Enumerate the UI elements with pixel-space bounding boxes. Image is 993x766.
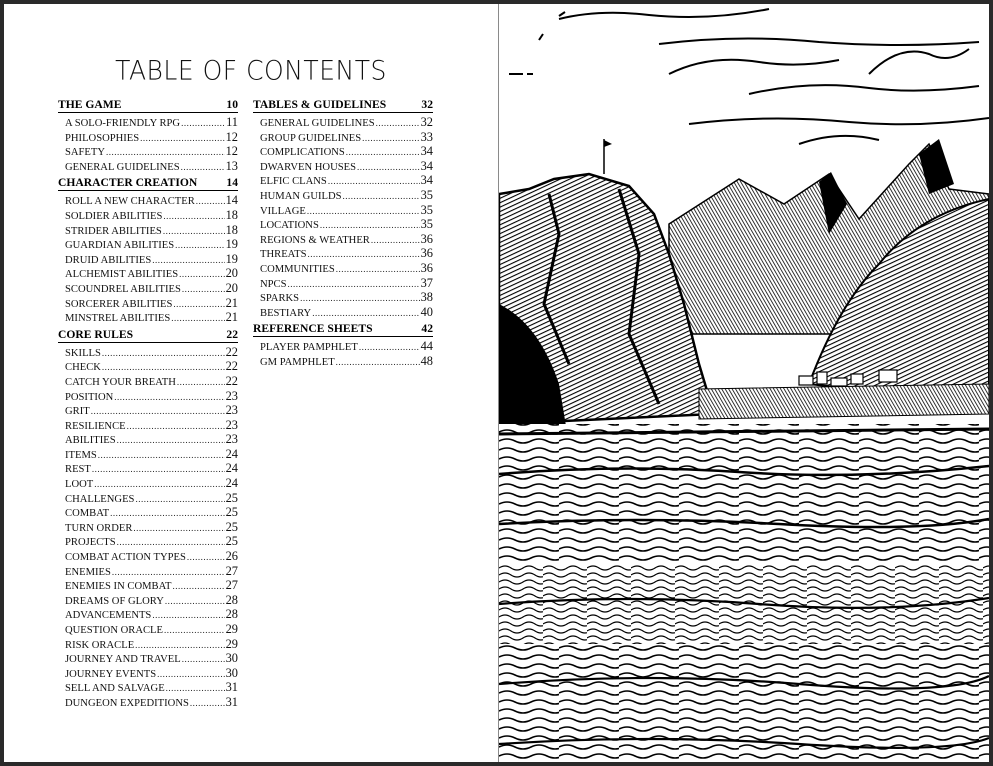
toc-entry[interactable] [253, 290, 433, 305]
toc-entry[interactable] [58, 345, 238, 360]
toc-entry-label: HUMAN GUILDS [260, 190, 342, 202]
toc-entry-page-number: 28 [225, 607, 238, 622]
toc-entry[interactable] [58, 252, 238, 267]
dot-leader [300, 291, 420, 306]
section-title: CHARACTER CREATION [58, 176, 198, 190]
dot-leader [179, 267, 225, 282]
dot-leader [182, 282, 225, 297]
toc-entry-label: COMBAT ACTION TYPES [65, 552, 186, 564]
toc-entry-page-number: 25 [225, 505, 238, 520]
toc-entry[interactable] [58, 549, 238, 564]
section-page-number: 32 [421, 98, 433, 111]
toc-entry[interactable] [58, 622, 238, 637]
toc-entry[interactable] [253, 246, 433, 261]
toc-entry[interactable] [58, 607, 238, 622]
section-title: TABLES & GUIDELINES [253, 98, 387, 111]
dot-leader [173, 297, 224, 312]
toc-entry[interactable] [58, 666, 238, 681]
toc-entry[interactable] [58, 476, 238, 491]
toc-entry[interactable] [58, 520, 238, 535]
toc-entry-label: LOOT [65, 479, 94, 491]
toc-entry-page-number: 48 [420, 353, 433, 368]
toc-entry-label: CHECK [65, 362, 101, 374]
toc-entry[interactable] [58, 651, 238, 666]
toc-entry-page-number: 40 [420, 304, 433, 319]
toc-entry-page-number: 22 [225, 359, 238, 374]
toc-entry-label: ALCHEMIST ABILITIES [65, 269, 179, 281]
toc-entry-label: SOLDIER ABILITIES [65, 210, 163, 222]
toc-section-heading[interactable] [58, 176, 238, 191]
dot-leader [91, 404, 225, 419]
toc-entry[interactable] [58, 359, 238, 374]
landscape-illustration [499, 4, 989, 762]
toc-entry-page-number: 31 [225, 694, 238, 709]
toc-entry[interactable] [253, 188, 433, 203]
toc-entry[interactable] [58, 223, 238, 238]
toc-entry-label: SCOUNDREL ABILITIES [65, 283, 181, 295]
toc-entry-label: POSITION [65, 391, 114, 403]
toc-entry-page-number: 27 [225, 578, 238, 593]
toc-entry-page-number: 36 [420, 260, 433, 275]
toc-entry[interactable] [253, 305, 433, 320]
toc-entry-page-number: 32 [420, 115, 433, 129]
toc-entry-page-number: 38 [420, 290, 433, 305]
toc-entry-label: THREATS [260, 249, 307, 261]
dot-leader [336, 355, 420, 370]
toc-entry-label: ADVANCEMENTS [65, 610, 152, 622]
toc-entry-page-number: 21 [225, 310, 238, 325]
toc-entry[interactable] [58, 281, 238, 296]
toc-column-left [58, 98, 238, 710]
toc-entry-page-number: 23 [225, 417, 238, 432]
dot-leader [98, 448, 225, 463]
toc-entry[interactable] [58, 310, 238, 325]
section-page-number: 22 [226, 327, 238, 341]
dot-leader [371, 233, 420, 248]
toc-entry-page-number: 22 [225, 373, 238, 388]
dot-leader [308, 247, 420, 262]
dot-leader [152, 253, 224, 268]
toc-entry-page-number: 26 [225, 549, 238, 564]
toc-entry-label: JOURNEY AND TRAVEL [65, 654, 181, 666]
toc-entry[interactable] [253, 144, 433, 159]
toc-section-heading[interactable] [58, 98, 238, 113]
toc-entry[interactable] [253, 159, 433, 174]
toc-entry[interactable] [58, 564, 238, 579]
toc-entry-page-number: 37 [420, 275, 433, 290]
illustration-page [499, 4, 989, 762]
toc-entry[interactable] [58, 374, 238, 389]
toc-entry-page-number: 18 [225, 222, 238, 237]
dot-leader [106, 145, 225, 160]
toc-entry-label: RESILIENCE [65, 420, 126, 432]
toc-entry[interactable] [253, 115, 433, 130]
dot-leader [114, 390, 224, 405]
toc-entry-page-number: 24 [225, 446, 238, 461]
toc-entry-page-number: 18 [225, 207, 238, 222]
toc-entry-page-number: 44 [420, 339, 433, 354]
dot-leader [359, 340, 420, 355]
dot-leader [163, 224, 225, 239]
toc-entry-page-number: 12 [225, 144, 238, 159]
toc-entry-page-number: 29 [225, 636, 238, 651]
dot-leader [94, 477, 224, 492]
toc-entry-page-number: 13 [225, 158, 238, 173]
toc-entry-label: JOURNEY EVENTS [65, 668, 157, 680]
toc-entry-page-number: 28 [225, 592, 238, 607]
toc-entry[interactable] [58, 447, 238, 462]
dot-leader [117, 433, 225, 448]
dot-leader [164, 623, 225, 638]
toc-entry[interactable] [58, 593, 238, 608]
toc-entry-label: LOCATIONS [260, 220, 319, 232]
toc-entry-label: STRIDER ABILITIES [65, 225, 162, 237]
toc-entry-label: DREAMS OF GLORY [65, 595, 164, 607]
toc-entry[interactable] [58, 237, 238, 252]
toc-entry-label: MINSTREL ABILITIES [65, 313, 171, 325]
dot-leader [173, 579, 225, 594]
dot-leader [92, 462, 225, 477]
dot-leader [135, 638, 224, 653]
toc-entry-page-number: 20 [225, 280, 238, 295]
dot-leader [288, 277, 420, 292]
toc-entry-page-number: 23 [225, 432, 238, 447]
toc-entry-label: DWARVEN HOUSES [260, 161, 356, 173]
toc-entry-label: GROUP GUIDELINES [260, 132, 362, 144]
page-title: TABLE OF CONTENTS [115, 55, 387, 86]
section-title: REFERENCE SHEETS [253, 322, 373, 336]
toc-entry-label: TURN ORDER [65, 522, 133, 534]
toc-entry-page-number: 19 [225, 237, 238, 252]
toc-entry-label: COMMUNITIES [260, 263, 335, 275]
toc-section-heading[interactable] [58, 328, 238, 343]
toc-entry-label: ITEMS [65, 449, 97, 461]
toc-entry[interactable] [253, 354, 433, 369]
section-page-number: 10 [226, 98, 238, 111]
dot-leader [152, 608, 224, 623]
dot-leader [163, 209, 224, 224]
toc-entry[interactable] [58, 159, 238, 174]
toc-entry-page-number: 23 [225, 403, 238, 418]
toc-entry[interactable] [253, 261, 433, 276]
toc-entry-label: COMBAT [65, 508, 110, 520]
toc-entry-label: CATCH YOUR BREATH [65, 376, 176, 388]
toc-entry-label: DRUID ABILITIES [65, 254, 152, 266]
dot-leader [166, 681, 225, 696]
dot-leader [133, 521, 224, 536]
dot-leader [320, 218, 420, 233]
toc-entry-label: GENERAL GUIDELINES [260, 118, 375, 129]
toc-entry-page-number: 36 [420, 246, 433, 261]
toc-entry[interactable] [253, 203, 433, 218]
dot-leader [357, 160, 420, 175]
toc-entry-page-number: 35 [420, 187, 433, 202]
dot-leader [196, 194, 225, 209]
toc-entry-page-number: 35 [420, 202, 433, 217]
toc-entry[interactable] [58, 193, 238, 208]
toc-entry-page-number: 23 [225, 388, 238, 403]
toc-entry[interactable] [58, 418, 238, 433]
toc-entry-page-number: 24 [225, 476, 238, 491]
dot-leader [336, 262, 420, 277]
dot-leader [171, 311, 224, 326]
toc-entry-label: SPARKS [260, 293, 300, 305]
toc-entry-page-number: 33 [420, 129, 433, 144]
toc-entry-page-number: 11 [226, 115, 238, 129]
section-page-number: 14 [226, 176, 238, 190]
toc-entry-page-number: 34 [420, 173, 433, 188]
toc-entry[interactable] [58, 461, 238, 476]
toc-entry[interactable] [253, 173, 433, 188]
dot-leader [135, 492, 224, 507]
toc-entry-label: ENEMIES [65, 566, 111, 578]
toc-column-right [253, 98, 433, 369]
toc-entry-label: GUARDIAN ABILITIES [65, 240, 175, 252]
toc-entry-page-number: 34 [420, 144, 433, 159]
toc-entry-page-number: 36 [420, 231, 433, 246]
dot-leader [187, 550, 225, 565]
toc-entry-label: SKILLS [65, 347, 101, 359]
toc-entry-label: GRIT [65, 406, 90, 418]
toc-entry[interactable] [58, 505, 238, 520]
toc-entry-label: COMPLICATIONS [260, 147, 345, 159]
toc-entry-label: ABILITIES [65, 435, 116, 447]
toc-entry-label: RISK ORACLE [65, 639, 135, 651]
toc-entry-label: GM PAMPHLET [260, 356, 335, 368]
toc-entry[interactable] [58, 115, 238, 130]
toc-entry-page-number: 21 [225, 295, 238, 310]
toc-entry-page-number: 20 [225, 266, 238, 281]
dot-leader [328, 174, 420, 189]
toc-entry-label: SAFETY [65, 147, 106, 159]
toc-entry-label: VILLAGE [260, 205, 306, 217]
toc-entry[interactable] [253, 339, 433, 354]
toc-entry[interactable] [58, 534, 238, 549]
toc-entry-page-number: 19 [225, 251, 238, 266]
section-page-number: 42 [421, 322, 433, 336]
toc-entry[interactable] [58, 130, 238, 145]
toc-entry-page-number: 35 [420, 217, 433, 232]
toc-entry-label: SELL AND SALVAGE [65, 683, 165, 695]
toc-entry[interactable] [58, 695, 238, 710]
toc-entry[interactable] [58, 389, 238, 404]
toc-section-heading[interactable] [253, 98, 433, 113]
toc-entry[interactable] [253, 276, 433, 291]
dot-leader [346, 145, 420, 160]
dot-leader [157, 667, 224, 682]
dot-leader [376, 116, 420, 131]
toc-entry-label: A SOLO-FRIENDLY RPG [65, 118, 181, 129]
toc-entry-label: PLAYER PAMPHLET [260, 342, 358, 354]
toc-entry[interactable] [58, 637, 238, 652]
toc-entry-label: ELFIC CLANS [260, 176, 327, 188]
toc-entry-label: PHILOSOPHIES [65, 132, 140, 144]
toc-entry[interactable] [58, 491, 238, 506]
dot-leader [102, 346, 225, 361]
toc-entry[interactable] [58, 296, 238, 311]
dot-leader [307, 204, 420, 219]
dot-leader [140, 131, 224, 146]
dot-leader [190, 696, 225, 711]
toc-entry-page-number: 22 [225, 344, 238, 359]
toc-entry-label: REGIONS & WEATHER [260, 234, 370, 246]
dot-leader [117, 535, 225, 550]
section-title: CORE RULES [58, 327, 134, 341]
toc-section-heading[interactable] [253, 322, 433, 337]
dot-leader [362, 131, 419, 146]
dot-leader [112, 565, 225, 580]
toc-entry[interactable] [58, 578, 238, 593]
toc-entry[interactable] [253, 217, 433, 232]
toc-entry-page-number: 25 [225, 519, 238, 534]
toc-entry-page-number: 25 [225, 534, 238, 549]
dot-leader [181, 116, 225, 131]
dot-leader [177, 375, 225, 390]
toc-entry-label: SORCERER ABILITIES [65, 298, 173, 310]
toc-entry[interactable] [58, 432, 238, 447]
dot-leader [181, 160, 225, 175]
toc-entry-page-number: 24 [225, 461, 238, 476]
dot-leader [127, 419, 225, 434]
toc-entry-label: REST [65, 464, 91, 476]
toc-entry-page-number: 12 [225, 129, 238, 144]
toc-entry-label: QUESTION ORACLE [65, 625, 163, 636]
toc-entry-label: ROLL A NEW CHARACTER [65, 196, 195, 208]
toc-entry-label: GENERAL GUIDELINES [65, 161, 180, 173]
toc-entry-label: ENEMIES IN COMBAT [65, 581, 172, 593]
toc-entry[interactable] [253, 232, 433, 247]
toc-entry-page-number: 30 [225, 665, 238, 680]
toc-page [4, 4, 498, 762]
toc-entry[interactable] [58, 403, 238, 418]
toc-entry-label: CHALLENGES [65, 493, 135, 505]
dot-leader [175, 238, 224, 253]
dot-leader [182, 652, 225, 667]
toc-entry-label: BESTIARY [260, 307, 312, 319]
toc-entry[interactable] [58, 266, 238, 281]
dot-leader [110, 506, 224, 521]
toc-entry-page-number: 25 [225, 490, 238, 505]
toc-entry-page-number: 31 [225, 680, 238, 695]
toc-entry-page-number: 27 [225, 563, 238, 578]
toc-entry[interactable] [253, 130, 433, 145]
dot-leader [312, 306, 419, 321]
toc-entry[interactable] [58, 144, 238, 159]
section-title: THE GAME [58, 98, 122, 111]
toc-entry-page-number: 34 [420, 158, 433, 173]
dot-leader [165, 594, 225, 609]
toc-entry[interactable] [58, 208, 238, 223]
toc-entry-page-number: 30 [225, 651, 238, 666]
toc-entry-label: NPCS [260, 278, 287, 290]
toc-entry-label: DUNGEON EXPEDITIONS [65, 697, 189, 709]
dot-leader [343, 189, 420, 204]
toc-entry-page-number: 29 [225, 622, 238, 636]
toc-entry[interactable] [58, 680, 238, 695]
book-spread [4, 4, 989, 762]
toc-entry-page-number: 14 [225, 193, 238, 208]
toc-entry-label: PROJECTS [65, 537, 116, 549]
dot-leader [102, 360, 225, 375]
